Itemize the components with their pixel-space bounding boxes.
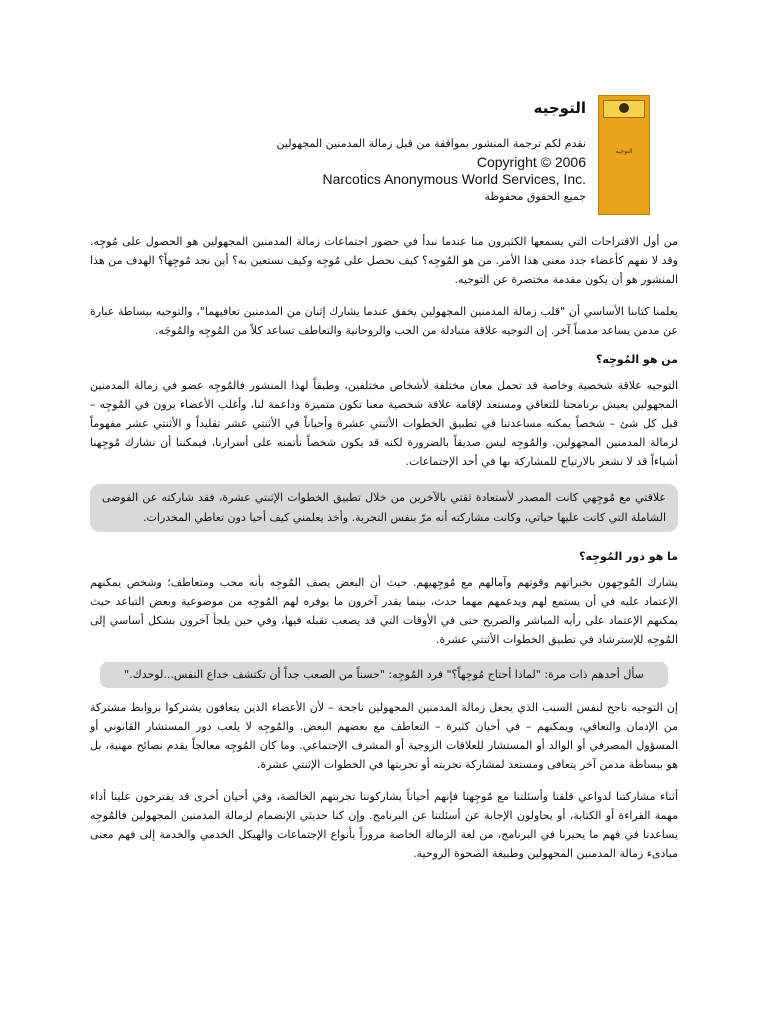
- page-title: التوجيه: [533, 99, 586, 117]
- quote-box: علاقتي مع مُوجِهي كانت المصدر لأستعادة ثقتي بالآخرين من خلال تطبيق الخطوات الإثنتي عشرة، فقد شاركته عن الفوضى الشاملة التي كانت عليها حياتي، وكانت مشاركته أنه مرّ بنفس التجربة. وأخذ يعلمني كيف أحيا دون تعاطي المخدرات.: [90, 484, 678, 532]
- document-body: [90, 232, 678, 876]
- section-paragraph: التوجيه علاقة شخصية وخاصة قد تحمل معان مختلفة لأشخاص مختلفين، وطبقاً لهذا المنشور فالمُوجِه عضو في زمالة المدمنين المجهولين يعيش برنامجنا للتعافي ومستعد لإقامة علاقة شخصية معنا تكون متميزة وداعمة لنا، وأغلب الأعضاء يرون في المُوجِه – قبل كل شئ – شخصاً يمكنه مساعدتنا في تطبيق الخطوات الأثنتي عشرة وأحياناً في الأثنتي عشر تقليداً و الأثنتي عشر مفهوماً لزمالة المدمنين المجهولين. والمُوجِه ليس صديقاً بالضرورة لكنه قد يكون شخصاً نأتمنه على أسرارنا، فيمكننا أن نشارك مُوجِهنا أشياءاً قد لا نشعر بالارتياح للمشاركة بها في أحد الإجتماعات.: [90, 379, 678, 468]
- organization-name: Narcotics Anonymous World Services, Inc.: [322, 171, 586, 187]
- quote-box: سأل أحدهم ذات مرة: "لماذا أحتاج مُوجِهاً؟" فرد المُوجِه: "حسناً من الصعب جداً أن تكتشف خداع النفس...لوحدك.": [100, 662, 668, 688]
- na-logo-band: [603, 100, 645, 118]
- section-heading-sponsor-role: ما هو دور المُوجِه؟: [579, 550, 678, 563]
- section-heading-who-is-sponsor: من هو المُوجِه؟: [595, 353, 678, 366]
- section-paragraph: يشارك المُوجِهون بخبراتهم وقوتهم وآمالهم مع مُوجِهيهم. حيث أن البعض يصف المُوجِه بأنه محب ومتعاطف؛ وشخص يمكنهم الإعتماد عليه في أن يستمع لهم ويدعمهم مهما حدث، بينما يقدر آخرون ما يوفره لهم المُوجِه من موضوعية وبعض التباعد حيث يمكنهم الإعتماد على رأيه المباشر والصريح حتى في الأوقات التي قد يصعب تقبله فيها، وفي حين يلجأ آخرون بشكل أساسي إلى المُوجِه للإسترشاد في تطبيق الخطوات الأثنتي عشرة.: [90, 576, 678, 646]
- document-header: [110, 95, 650, 220]
- intro-paragraph: يعلمنا كتابنا الأساسي أن "قلب زمالة المدمنين المجهولين يخفق عندما يشارك إثنان من المدمنين تعافيهما"، والتوجيه ببساطة عبارة عن مدمن يساعد مدمناً آخر. إن التوجيه علاقة متبادلة من الحب والروحانية والتعاطف تساعد كلاً من المُوجِه والمُوجَه.: [90, 305, 678, 337]
- booklet-cover-image: [598, 95, 650, 215]
- rights-reserved: جميع الحقوق محفوظة: [484, 190, 586, 203]
- section-paragraph: إن التوجيه ناجح لنفس السبب الذي يجعل زمالة المدمنين المجهولين ناجحة – لأن الأعضاء الذين يتعافون يشتركوا بروابط مشتركة من الإدمان والتعافي، ويمكنهم – في أحيان كثيرة – التعاطف مع بعضهم البعض. والمُوجِه لا يلعب دور المستشار القانوني أو المسؤول المصرفي أو الوالد أو المستشار للعلاقات الزوجية أو المشرف الإجتماعي. وما كان المُوجِه معالجاً يقدم نصائح مهنية، بل هو ببساطة مدمن آخر يتعافى ومستعد لمشاركة تجربته أو تجربتها في الخطوات الإثنتي عشرة.: [90, 701, 678, 771]
- section-paragraph: أثناء مشاركتنا لدواعي قلقنا وأسئلتنا مع مُوجِهنا فإنهم أحياناً يشاركوننا تجربتهم الخالصة، وفي أحيان أخرى قد يقترحون علينا أداء مهمة القراءة أو الكتابة، أو يحاولون الإجابة عن أسئلتنا عن البرنامج. وإن كنا حديثي الإنضمام لزمالة المدمنين المجهولين فالمُوجِه يساعدنا في فهم ما يحيرنا في البرنامج، من لغة الزمالة الخاصة مروراً بأنواع الإجتماعات والهيكل الخدمي والخدمة إلى فهم معنى مبادىء زمالة المدمنين المجهولين وطبيعة الصحوة الروحية.: [90, 790, 678, 860]
- booklet-cover-title: التوجيه: [615, 148, 633, 155]
- copyright-line: Copyright © 2006: [476, 154, 586, 170]
- header-text: [116, 95, 586, 203]
- translation-note: نقدم لكم ترجمة المنشور بموافقة من قبل زمالة المدمنين المجهولين: [276, 137, 586, 150]
- intro-paragraph: من أول الاقتراحات التي يسمعها الكثيرون منا عندما نبدأ في حضور اجتماعات زمالة المدمنين المجهولين هو الحصول على مُوجِه. وقد لا نفهم كأعضاء جدد معنى هذا الأمر. من هو المُوجِه؟ كيف نحصل على مُوجِه وكيف نستعين به؟ أين نجد مُوجِهاً؟ الهدف من هذا المنشور هو أن يكون مقدمة مختصرة عن التوجيه.: [90, 235, 678, 286]
